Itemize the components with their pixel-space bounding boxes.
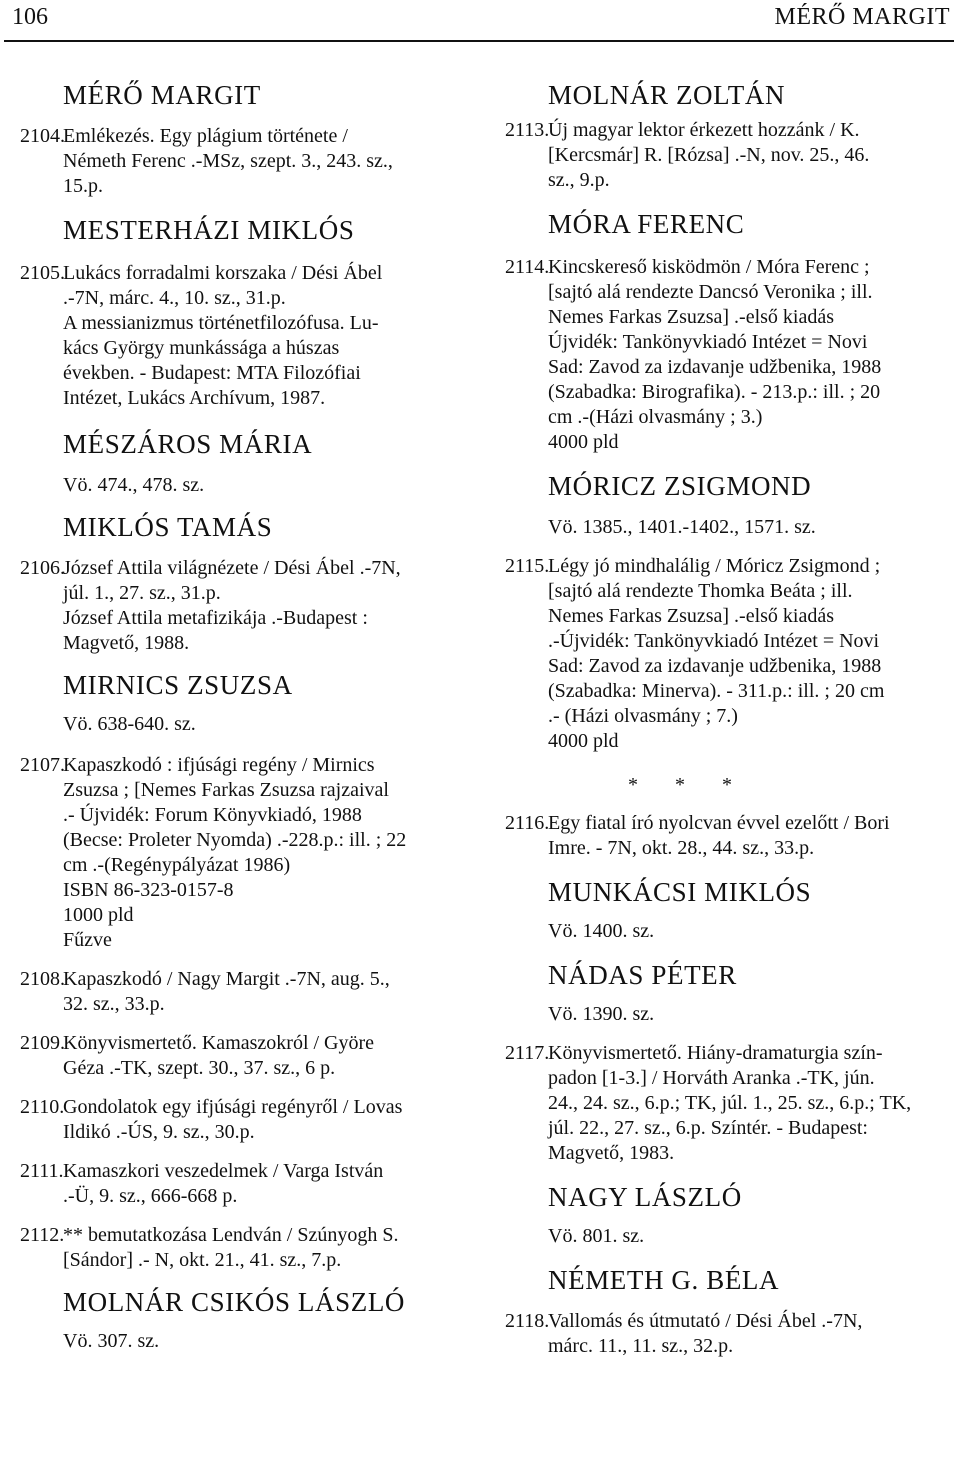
entry-2107 [20, 753, 475, 953]
entry-text [548, 1309, 955, 1359]
entry-line: Intézet, Lukács Archívum, 1987. [63, 387, 326, 409]
entry-number: 2115. [505, 555, 550, 577]
cross-reference: Vö. 1385., 1401.-1402., 1571. sz. [548, 516, 816, 538]
entry-number: 2117. [505, 1042, 550, 1064]
entry-line: József Attila metafizikája .-Budapest : [63, 607, 368, 629]
entry-number: 2105. [20, 262, 65, 284]
author-heading: MESTERHÁZI MIKLÓS [63, 215, 355, 245]
entry-line: Nemes Farkas Zsuzsa] .-első kiadás [548, 306, 835, 328]
entry-line: Géza .-TK, szept. 30., 37. sz., 6 p. [63, 1057, 336, 1079]
entry-line: júl. 1., 27. sz., 31.p. [63, 582, 221, 604]
entry-line: Vallomás és útmutató / Dési Ábel .-7N, [548, 1310, 863, 1332]
entry-number: 2114. [505, 256, 550, 278]
entry-2112 [20, 1223, 475, 1273]
cross-reference: Vö. 638-640. sz. [63, 713, 196, 735]
entry-2114 [505, 255, 955, 455]
entry-line: .-7N, márc. 4., 10. sz., 31.p. [63, 287, 286, 309]
section-separator: * * * [628, 774, 748, 796]
entry-text [63, 124, 475, 199]
entry-line: Ildikó .-ÚS, 9. sz., 30.p. [63, 1121, 255, 1143]
entry-line: Németh Ferenc .-MSz, szept. 3., 243. sz., [63, 150, 393, 172]
author-heading: MUNKÁCSI MIKLÓS [548, 877, 812, 907]
entry-2110 [20, 1095, 475, 1145]
entry-line: Kamaszkori veszedelmek / Varga István [63, 1160, 384, 1182]
author-heading: NAGY LÁSZLÓ [548, 1182, 742, 1212]
author-heading: MOLNÁR CSIKÓS LÁSZLÓ [63, 1287, 406, 1317]
entry-line: Imre. - 7N, okt. 28., 44. sz., 33.p. [548, 837, 815, 859]
entry-number: 2107. [20, 754, 65, 776]
entry-number: 2112. [20, 1224, 65, 1246]
entry-line: Magvető, 1983. [548, 1142, 675, 1164]
left-column [20, 72, 475, 1354]
entry-line: Kapaszkodó : ifjúsági regény / Mirnics [63, 754, 375, 776]
running-title: MÉRŐ MARGIT [774, 4, 950, 30]
entry-line: .- Újvidék: Forum Könyvkiadó, 1988 [63, 804, 362, 826]
author-heading: MÓRA FERENC [548, 209, 745, 239]
entry-line: kács György munkássága a húszas [63, 337, 340, 359]
entry-line: .- (Házi olvasmány ; 7.) [548, 705, 738, 727]
entry-line: [sajtó alá rendezte Dancsó Veronika ; ill. [548, 281, 873, 303]
entry-line: Emlékezés. Egy plágium története / [63, 125, 348, 147]
author-heading: MÓRICZ ZSIGMOND [548, 471, 812, 501]
entry-number: 2113. [505, 119, 550, 141]
entry-line: Sad: Zavod za izdavanje udžbenika, 1988 [548, 356, 882, 378]
author-heading: NÉMETH G. BÉLA [548, 1265, 780, 1295]
entry-2116 [505, 811, 955, 861]
entry-line: Kincskereső kisködmön / Móra Ferenc ; [548, 256, 870, 278]
header-divider [4, 40, 954, 42]
entry-line: Egy fiatal író nyolcvan évvel ezelőtt / Bori [548, 812, 890, 834]
entry-line: ISBN 86-323-0157-8 [63, 879, 234, 901]
entry-number: 2118. [505, 1310, 550, 1332]
author-heading: MIKLÓS TAMÁS [63, 512, 273, 542]
author-heading: MÉSZÁROS MÁRIA [63, 429, 313, 459]
entry-line: Fűzve [63, 929, 112, 951]
page-number: 106 [12, 4, 48, 30]
entry-line: Könyvismertető. Hiány-dramaturgia szín- [548, 1042, 883, 1064]
entry-line: Kapaszkodó / Nagy Margit .-7N, aug. 5., [63, 968, 390, 990]
author-heading: MOLNÁR ZOLTÁN [548, 80, 786, 110]
cross-reference: Vö. 474., 478. sz. [63, 474, 205, 496]
cross-reference: Vö. 1390. sz. [548, 1003, 655, 1025]
entry-text [63, 1159, 475, 1209]
entry-text [63, 1223, 475, 1273]
entry-2113 [505, 118, 955, 193]
entry-text [63, 1095, 475, 1145]
entry-line: években. - Budapest: MTA Filozófiai [63, 362, 361, 384]
entry-line: Újvidék: Tankönyvkiadó Intézet = Novi [548, 331, 868, 353]
entry-text [548, 255, 955, 455]
entry-number: 2108. [20, 968, 65, 990]
entry-2118 [505, 1309, 955, 1359]
entry-line: (Szabadka: Minerva). - 311.p.: ill. ; 20 cm [548, 680, 885, 702]
entry-2111 [20, 1159, 475, 1209]
entry-2108 [20, 967, 475, 1017]
entry-line: sz., 9.p. [548, 169, 610, 191]
entry-text [63, 261, 475, 411]
entry-line: .-Újvidék: Tankönyvkiadó Intézet = Novi [548, 630, 880, 652]
entry-line: 24., 24. sz., 6.p.; TK, júl. 1., 25. sz., 6.p.; TK, [548, 1092, 912, 1114]
entry-line: József Attila világnézete / Dési Ábel .-7N, [63, 557, 401, 579]
author-heading: NÁDAS PÉTER [548, 960, 737, 990]
entry-2105 [20, 261, 475, 411]
entry-line: Könyvismertető. Kamaszokról / Györe [63, 1032, 375, 1054]
entry-line: ** bemutatkozása Lendván / Szúnyogh S. [63, 1224, 399, 1246]
entry-text [63, 556, 475, 656]
entry-line: Zsuzsa ; [Nemes Farkas Zsuzsa rajzaival [63, 779, 389, 801]
entry-line: cm .-(Házi olvasmány ; 3.) [548, 406, 763, 428]
entry-2115 [505, 554, 955, 754]
cross-reference: Vö. 1400. sz. [548, 920, 655, 942]
entry-line: 4000 pld [548, 431, 619, 453]
entry-line: padon [1-3.] / Horváth Aranka .-TK, jún. [548, 1067, 875, 1089]
entry-line: [sajtó alá rendezte Thomka Beáta ; ill. [548, 580, 853, 602]
entry-line: Légy jó mindhalálig / Móricz Zsigmond ; [548, 555, 881, 577]
entry-line: 1000 pld [63, 904, 134, 926]
entry-2104 [20, 124, 475, 199]
entry-line: 32. sz., 33.p. [63, 993, 165, 1015]
entry-number: 2109. [20, 1032, 65, 1054]
entry-2106 [20, 556, 475, 656]
entry-line: Sad: Zavod za izdavanje udžbenika, 1988 [548, 655, 882, 677]
entry-line: A messianizmus történetfilozófusa. Lu- [63, 312, 379, 334]
cross-reference: Vö. 801. sz. [548, 1225, 645, 1247]
entry-number: 2104. [20, 125, 65, 147]
entry-line: 4000 pld [548, 730, 619, 752]
entry-line: [Kercsmár] R. [Rózsa] .-N, nov. 25., 46. [548, 144, 870, 166]
entry-text [548, 1041, 955, 1166]
entry-text [63, 753, 475, 953]
entry-line: 15.p. [63, 175, 103, 197]
author-heading: MÉRŐ MARGIT [63, 80, 261, 110]
entry-line: (Becse: Proleter Nyomda) .-228.p.: ill. ; 22 [63, 829, 407, 851]
entry-line: Gondolatok egy ifjúsági regényről / Lovas [63, 1096, 403, 1118]
entry-line: (Szabadka: Birografika). - 213.p.: ill. ; 20 [548, 381, 881, 403]
entry-number: 2111. [20, 1160, 64, 1182]
entry-text [548, 118, 955, 193]
entry-line: Új magyar lektor érkezett hozzánk / K. [548, 119, 860, 141]
entry-2109 [20, 1031, 475, 1081]
entry-number: 2110. [20, 1096, 65, 1118]
entry-text [63, 1031, 475, 1081]
entry-line: Lukács forradalmi korszaka / Dési Ábel [63, 262, 383, 284]
entry-text [548, 554, 955, 754]
page-header [0, 0, 960, 38]
cross-reference: Vö. 307. sz. [63, 1330, 160, 1352]
entry-line: .-Ü, 9. sz., 666-668 p. [63, 1185, 238, 1207]
right-column [505, 72, 955, 1359]
entry-number: 2106. [20, 557, 65, 579]
entry-number: 2116. [505, 812, 550, 834]
entry-line: cm .-(Regénypályázat 1986) [63, 854, 291, 876]
entry-text [63, 967, 475, 1017]
entry-line: márc. 11., 11. sz., 32.p. [548, 1335, 734, 1357]
entry-line: júl. 22., 27. sz., 6.p. Színtér. - Budapest: [548, 1117, 868, 1139]
entry-2117 [505, 1041, 955, 1166]
author-heading: MIRNICS ZSUZSA [63, 670, 293, 700]
entry-line: Nemes Farkas Zsuzsa] .-első kiadás [548, 605, 835, 627]
entry-line: Magvető, 1988. [63, 632, 190, 654]
entry-text [548, 811, 955, 861]
entry-line: [Sándor] .- N, okt. 21., 41. sz., 7.p. [63, 1249, 342, 1271]
